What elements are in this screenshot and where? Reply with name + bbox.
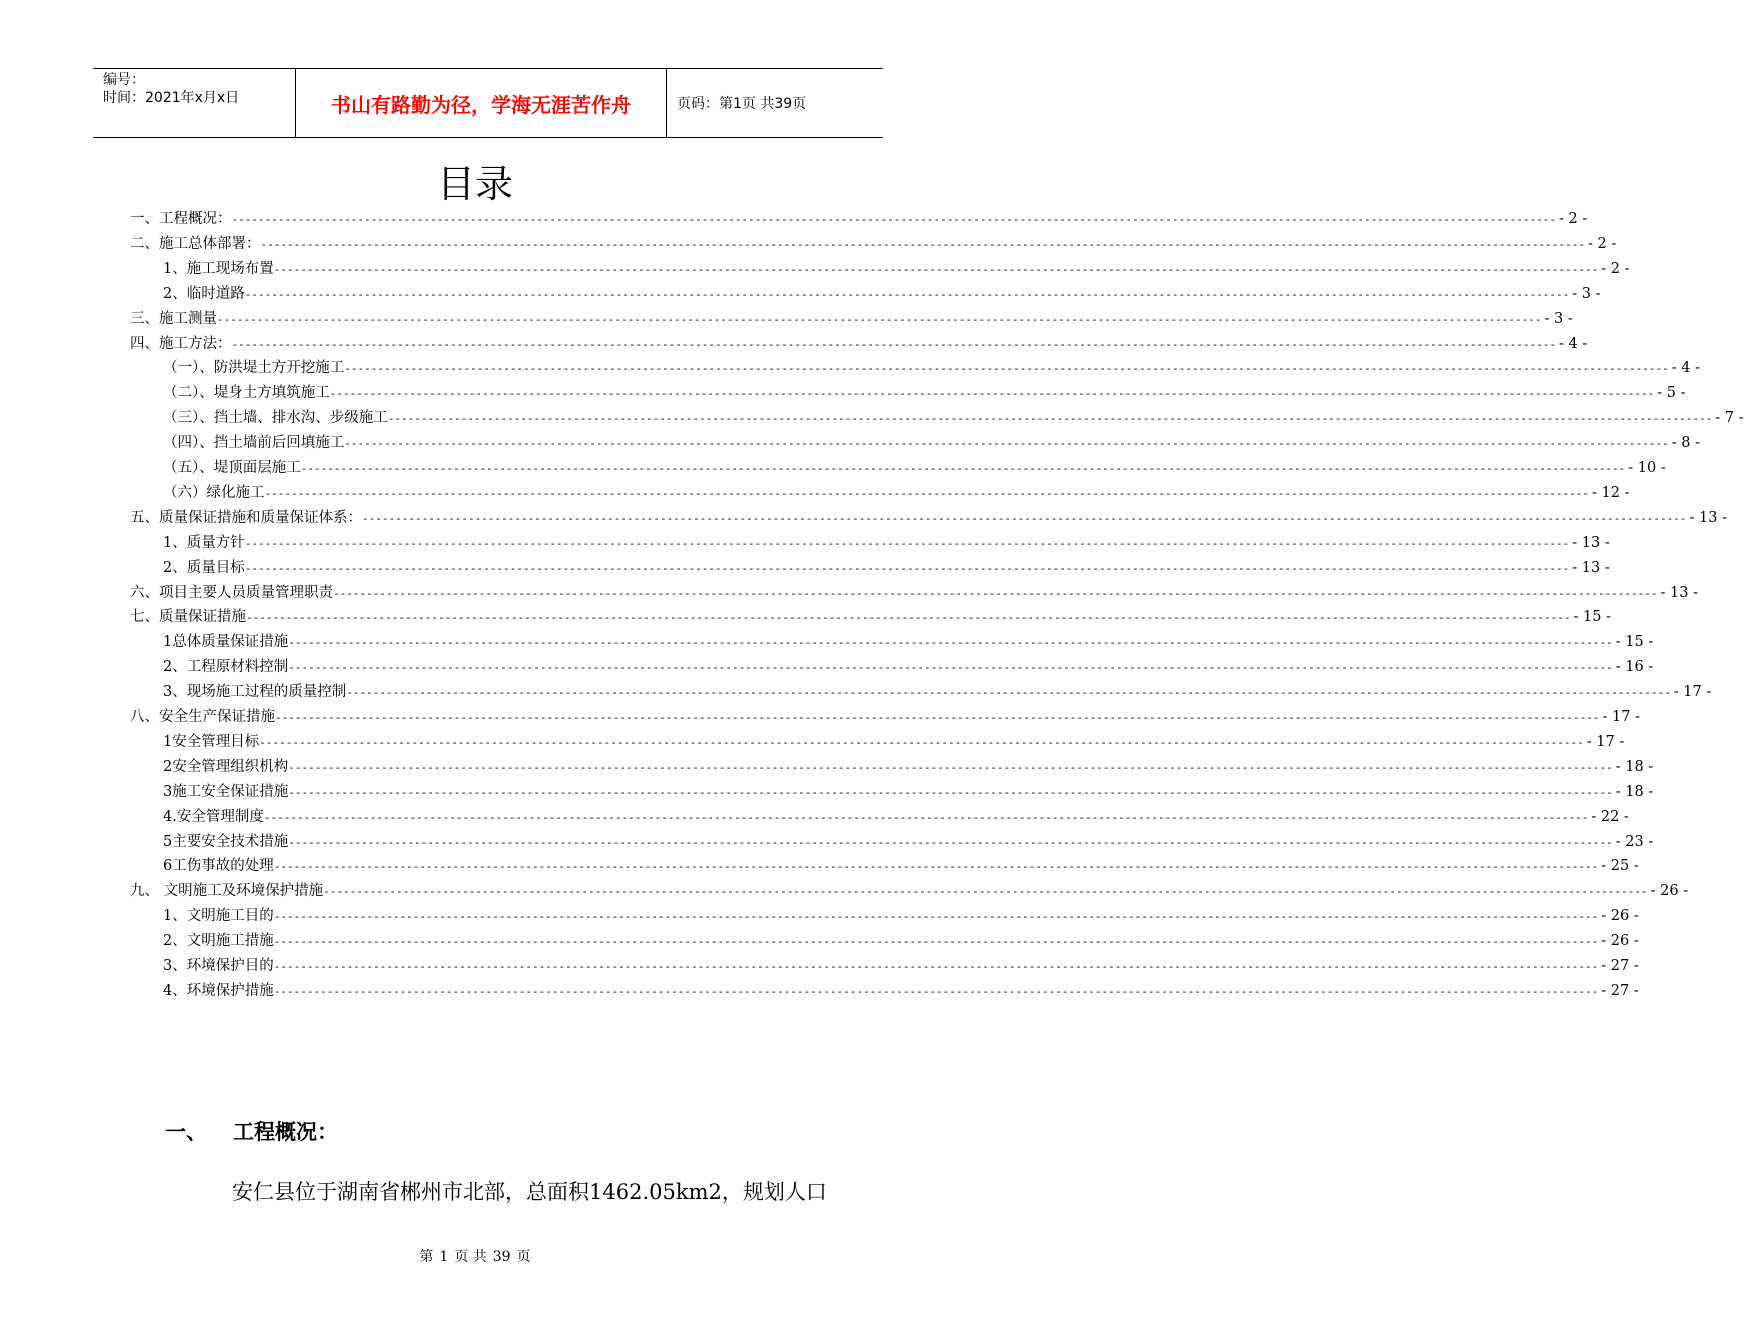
toc-entry-label: 3、环境保护目的 (163, 958, 274, 974)
section-number: 一、 (165, 1120, 207, 1144)
toc-entry-page: - 27 - (1601, 982, 1639, 999)
toc-leader: -------------------------------------------------------------------------------------------------------------------------------------------------------------------------------------------------------- (288, 835, 1613, 849)
toc-entry-page: - 17 - (1602, 709, 1640, 725)
toc-leader: -------------------------------------------------------------------------------------------------------------------------------------------------------------------------------------------------------- (300, 462, 1626, 475)
toc-leader: -------------------------------------------------------------------------------------------------------------------------------------------------------------------------------------------------------- (273, 984, 1599, 998)
header-page-info: 页码：第1页 共39页 (677, 96, 807, 112)
toc-entry[interactable] (163, 432, 1701, 454)
toc-leader: -------------------------------------------------------------------------------------------------------------------------------------------------------------------------------------------------------- (244, 561, 1570, 575)
toc-entry-label: （三）、挡土墙、排水沟、步级施工 (163, 410, 388, 427)
footer-page: 1 (439, 1249, 449, 1265)
footer-suffix: 页 (516, 1249, 531, 1265)
toc-entry-label: 九、 文明施工及环境保护措施 (130, 883, 324, 900)
toc-entry-label: （四）、挡土墙前后回填施工 (163, 435, 345, 452)
toc-leader: -------------------------------------------------------------------------------------------------------------------------------------------------------------------------------------------------------- (217, 312, 1542, 326)
toc-leader: -------------------------------------------------------------------------------------------------------------------------------------------------------------------------------------------------------- (273, 910, 1599, 924)
toc-entry[interactable] (130, 582, 1698, 604)
toc-entry-page: - 16 - (1615, 659, 1654, 676)
toc-entry[interactable] (163, 457, 1666, 479)
toc-entry-page: - 13 - (1572, 534, 1610, 551)
toc-leader: -------------------------------------------------------------------------------------------------------------------------------------------------------------------------------------------------------- (387, 412, 1713, 426)
toc-entry[interactable] (130, 333, 1588, 355)
toc-entry-page: - 17 - (1673, 684, 1712, 701)
toc-entry-label: 八、安全生产保证措施 (130, 709, 275, 725)
toc-entry[interactable] (163, 930, 1639, 952)
toc-entry-label: 六、项目主要人员质量管理职责 (130, 584, 333, 601)
toc-entry-page: - 2 - (1601, 260, 1630, 277)
toc-entry-label: （六）绿化施工 (163, 484, 265, 501)
toc-leader: -------------------------------------------------------------------------------------------------------------------------------------------------------------------------------------------------------- (244, 287, 1570, 301)
header-meta (93, 69, 295, 137)
toc-leader: -------------------------------------------------------------------------------------------------------------------------------------------------------------------------------------------------------- (288, 661, 1613, 675)
toc-entry-page: - 26 - (1601, 933, 1639, 950)
toc-entry-page: - 3 - (1572, 285, 1601, 302)
toc-entry-label: 七、质量保证措施 (130, 609, 246, 626)
toc-entry[interactable] (163, 382, 1686, 404)
toc-entry-page: - 15 - (1573, 609, 1611, 626)
toc-leader: -------------------------------------------------------------------------------------------------------------------------------------------------------------------------------------------------------- (346, 686, 1671, 700)
toc-entry-label: 3、现场施工过程的质量控制 (163, 684, 347, 701)
section-heading (165, 1116, 338, 1146)
toc-entry-page: - 12 - (1592, 484, 1630, 501)
toc-entry[interactable] (130, 308, 1573, 330)
toc-entry-label: 1、施工现场布置 (163, 260, 274, 277)
toc-entry-label: （五）、堤顶面层施工 (163, 460, 301, 476)
toc-leader: -------------------------------------------------------------------------------------------------------------------------------------------------------------------------------------------------------- (288, 636, 1613, 650)
toc-entry[interactable] (163, 905, 1639, 927)
toc-entry[interactable] (163, 407, 1744, 429)
toc-entry-label: 4.安全管理制度 (163, 808, 264, 825)
toc-entry-page: - 4 - (1559, 335, 1588, 352)
toc-entry[interactable] (163, 482, 1630, 504)
toc-entry-page: - 13 - (1689, 509, 1727, 526)
toc-entry-page: - 2 - (1588, 235, 1617, 252)
body-paragraph: 安仁县位于湖南省郴州市北部，总面积1462.05km2，规划人口 (232, 1180, 827, 1204)
document-header (93, 68, 883, 138)
toc-entry-page: - 5 - (1657, 385, 1686, 402)
toc-entry-page: - 13 - (1660, 584, 1698, 601)
toc-leader: -------------------------------------------------------------------------------------------------------------------------------------------------------------------------------------------------------- (260, 237, 1586, 251)
toc-entry[interactable] (163, 806, 1629, 828)
toc-entry-page: - 4 - (1671, 360, 1701, 377)
toc-entry[interactable] (163, 781, 1654, 803)
toc-title: 目录 (436, 162, 513, 206)
toc-leader: -------------------------------------------------------------------------------------------------------------------------------------------------------------------------------------------------------- (323, 885, 1648, 899)
toc-entry[interactable] (163, 532, 1610, 554)
toc-entry-label: 五、质量保证措施和质量保证体系： (130, 509, 362, 526)
toc-entry-page: - 18 - (1615, 758, 1654, 775)
toc-entry[interactable] (163, 557, 1610, 579)
toc-entry-label: 3施工安全保证措施 (163, 783, 289, 800)
toc-entry-label: 2、文明施工措施 (163, 933, 274, 950)
toc-entry[interactable] (163, 283, 1601, 305)
toc-leader: -------------------------------------------------------------------------------------------------------------------------------------------------------------------------------------------------------- (362, 511, 1687, 525)
toc-entry[interactable] (163, 731, 1625, 753)
toc-leader: -------------------------------------------------------------------------------------------------------------------------------------------------------------------------------------------------------- (333, 586, 1658, 600)
code-label: 编号： (103, 72, 145, 88)
toc-entry-label: 4、环境保护措施 (163, 982, 274, 999)
toc-leader: -------------------------------------------------------------------------------------------------------------------------------------------------------------------------------------------------------- (264, 486, 1590, 500)
toc-leader: -------------------------------------------------------------------------------------------------------------------------------------------------------------------------------------------------------- (288, 760, 1613, 774)
toc-entry-page: - 18 - (1615, 783, 1654, 800)
toc-entry-page: - 17 - (1586, 733, 1625, 750)
toc-entry-label: 1、文明施工目的 (163, 908, 274, 925)
toc-leader: -------------------------------------------------------------------------------------------------------------------------------------------------------------------------------------------------------- (288, 785, 1613, 799)
toc-entry-page: - 2 - (1559, 211, 1588, 227)
footer-prefix: 第 (419, 1249, 434, 1265)
toc-entry-label: 1安全管理目标 (163, 733, 260, 750)
toc-leader: -------------------------------------------------------------------------------------------------------------------------------------------------------------------------------------------------------- (231, 337, 1557, 351)
toc-leader: -------------------------------------------------------------------------------------------------------------------------------------------------------------------------------------------------------- (273, 935, 1599, 949)
toc-leader: -------------------------------------------------------------------------------------------------------------------------------------------------------------------------------------------------------- (246, 611, 1571, 625)
toc-entry-label: 四、施工方法： (130, 335, 232, 352)
toc-leader: -------------------------------------------------------------------------------------------------------------------------------------------------------------------------------------------------------- (259, 735, 1584, 749)
toc-entry[interactable] (130, 706, 1640, 728)
toc-entry-page: - 27 - (1601, 958, 1639, 974)
toc-entry-label: 2、工程原材料控制 (163, 659, 289, 676)
toc-leader: -------------------------------------------------------------------------------------------------------------------------------------------------------------------------------------------------------- (329, 387, 1655, 401)
toc-entry-label: 2安全管理组织机构 (163, 758, 289, 775)
toc-entry-page: - 25 - (1601, 858, 1639, 875)
toc-entry-label: 6工伤事故的处理 (163, 858, 274, 875)
toc-entry-page: - 23 - (1615, 833, 1654, 850)
toc-entry[interactable] (163, 631, 1654, 653)
toc-entry[interactable] (130, 233, 1617, 255)
toc-leader: -------------------------------------------------------------------------------------------------------------------------------------------------------------------------------------------------------- (263, 810, 1589, 824)
toc-entry-label: 二、施工总体部署： (130, 235, 261, 252)
toc-entry-label: 1、质量方针 (163, 534, 245, 551)
footer-middle: 页 共 (454, 1249, 487, 1265)
toc-entry[interactable] (163, 681, 1712, 703)
toc-entry-label: 一、工程概况： (130, 211, 232, 227)
toc-entry[interactable] (130, 507, 1727, 529)
toc-entry[interactable] (163, 831, 1654, 853)
toc-entry-page: - 13 - (1572, 559, 1610, 576)
toc-entry[interactable] (130, 880, 1689, 902)
toc-entry[interactable] (163, 955, 1639, 977)
toc-entry[interactable] (163, 980, 1639, 1002)
toc-entry[interactable] (163, 357, 1701, 379)
toc-entry-page: - 26 - (1650, 883, 1689, 900)
time-label: 时间：2021年x月x日 (103, 90, 240, 106)
toc-entry[interactable] (163, 756, 1654, 778)
toc-leader: -------------------------------------------------------------------------------------------------------------------------------------------------------------------------------------------------------- (344, 437, 1669, 451)
header-motto: 书山有路勤为径，学海无涯苦作舟 (295, 69, 667, 137)
toc-entry-label: 2、临时道路 (163, 285, 245, 302)
toc-leader: -------------------------------------------------------------------------------------------------------------------------------------------------------------------------------------------------------- (231, 213, 1557, 226)
toc-entry-label: 三、施工测量 (130, 310, 217, 327)
toc-entry-page: - 3 - (1544, 310, 1573, 327)
toc-entry-label: 5主要安全技术措施 (163, 833, 289, 850)
toc-entry[interactable] (163, 656, 1654, 678)
toc-entry[interactable] (130, 208, 1588, 230)
toc-entry-label: （一）、防洪堤土方开挖施工 (163, 360, 345, 377)
section-title: 工程概况： (233, 1120, 338, 1144)
toc-leader: -------------------------------------------------------------------------------------------------------------------------------------------------------------------------------------------------------- (344, 362, 1669, 376)
toc-entry[interactable] (163, 855, 1639, 877)
footer-total: 39 (492, 1249, 511, 1265)
toc-leader: -------------------------------------------------------------------------------------------------------------------------------------------------------------------------------------------------------- (273, 860, 1599, 874)
page-footer (0, 1246, 950, 1266)
toc-entry-page: - 26 - (1601, 908, 1639, 925)
toc-entry-page: - 15 - (1615, 634, 1654, 651)
toc-entry-page: - 22 - (1591, 808, 1629, 825)
toc-entry-page: - 8 - (1671, 435, 1701, 452)
toc-entry-page: - 7 - (1715, 410, 1744, 427)
toc-entry-label: 1总体质量保证措施 (163, 634, 289, 651)
toc-leader: -------------------------------------------------------------------------------------------------------------------------------------------------------------------------------------------------------- (275, 711, 1600, 724)
toc-entry[interactable] (130, 606, 1611, 628)
toc-entry[interactable] (163, 258, 1630, 280)
toc-entry-label: 2、质量目标 (163, 559, 245, 576)
toc-leader: -------------------------------------------------------------------------------------------------------------------------------------------------------------------------------------------------------- (244, 536, 1570, 550)
toc-entry-label: （二）、堤身土方填筑施工 (163, 385, 330, 402)
toc-entry-page: - 10 - (1628, 460, 1666, 476)
toc-leader: -------------------------------------------------------------------------------------------------------------------------------------------------------------------------------------------------------- (273, 262, 1599, 276)
toc-leader: -------------------------------------------------------------------------------------------------------------------------------------------------------------------------------------------------------- (273, 960, 1599, 973)
